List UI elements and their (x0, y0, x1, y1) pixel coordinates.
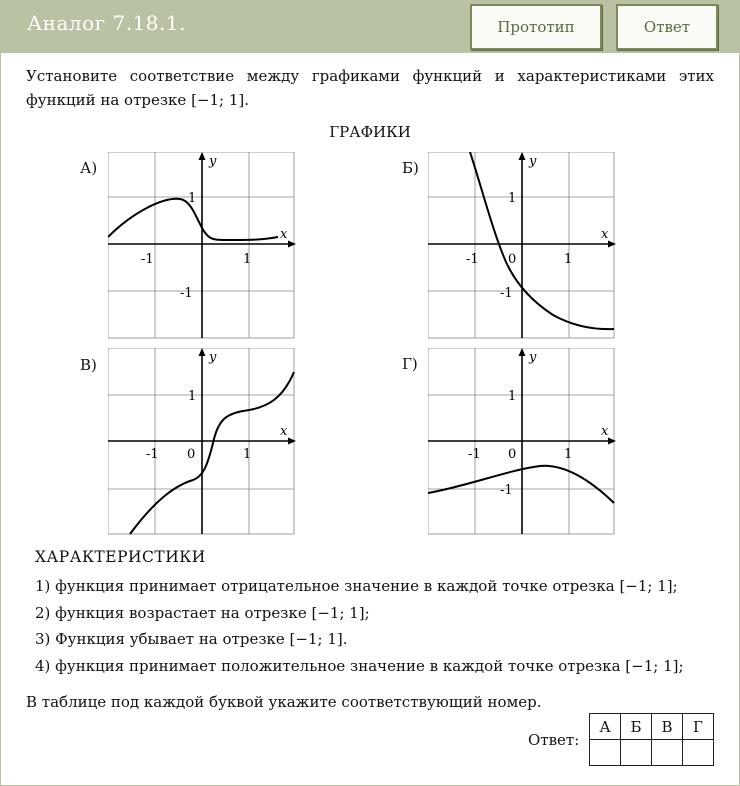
graph-g-curve (428, 466, 614, 503)
answer-column-b: Б (621, 714, 652, 740)
graph-g-svg (428, 348, 616, 536)
graph-a-y-label: y (209, 154, 217, 169)
prototype-button[interactable]: Прототип (470, 4, 602, 50)
graph-b-svg (428, 152, 616, 340)
instruction-text: В таблице под каждой буквой укажите соответствующий номер. (26, 693, 542, 711)
graph-b-tick-ypos: 1 (508, 191, 517, 206)
graph-b-tick-zero: 0 (508, 252, 517, 267)
graph-v-tick-zero: 0 (187, 447, 196, 462)
answer-cell-g[interactable] (683, 740, 714, 766)
answer-column-g: Г (683, 714, 714, 740)
graph-b-x-label: x (601, 227, 609, 242)
answer-column-a: А (590, 714, 621, 740)
graph-label-b: Б) (402, 159, 419, 177)
graph-v-svg (108, 348, 296, 536)
answer-cell-b[interactable] (621, 740, 652, 766)
answer-label: Ответ: (528, 731, 580, 749)
graph-a-grid (108, 152, 294, 338)
graph-g (428, 348, 616, 540)
characteristics-heading: ХАРАКТЕРИСТИКИ (35, 548, 206, 566)
task-text: Установите соответствие между графиками функций и характеристиками этих функций на отрезке [−1; 1]. (26, 67, 714, 109)
characteristic-item-2: 2) функция возрастает на отрезке [−1; 1]; (35, 604, 370, 622)
graph-b-x-arrow (608, 241, 616, 248)
graph-a-tick-neg: -1 (141, 252, 154, 267)
graph-v-x-arrow (288, 438, 296, 445)
graph-a-svg (108, 152, 296, 340)
answer-cell-v[interactable] (652, 740, 683, 766)
graph-g-x-arrow (608, 438, 616, 445)
task-title: Аналог 7.18.1. (27, 11, 186, 35)
graph-b-curve (470, 152, 614, 329)
graph-v-tick-neg: -1 (146, 447, 159, 462)
graph-b-y-arrow (519, 152, 526, 160)
answer-header-row (590, 714, 714, 740)
graph-a-tick-pos: 1 (243, 252, 252, 267)
graph-v-tick-ypos: 1 (188, 389, 197, 404)
graphs-heading: ГРАФИКИ (329, 123, 411, 141)
graph-a-tick-ypos: 1 (188, 191, 197, 206)
graph-v-y-label: y (209, 350, 217, 365)
graph-b-tick-pos: 1 (564, 252, 573, 267)
graph-a-y-arrow (199, 152, 206, 160)
graph-a-x-arrow (288, 241, 296, 248)
graph-a-x-label: x (280, 227, 288, 242)
answer-button[interactable]: Ответ (616, 4, 718, 50)
graph-g-y-arrow (519, 348, 526, 356)
graph-label-a: А) (80, 159, 98, 177)
graph-b (428, 152, 616, 344)
graph-a (108, 152, 296, 344)
characteristic-item-1: 1) функция принимает отрицательное значение в каждой точке отрезка [−1; 1]; (35, 577, 678, 595)
graph-g-tick-zero: 0 (508, 447, 517, 462)
graph-b-grid (428, 152, 614, 338)
graph-label-g: Г) (402, 355, 418, 373)
graph-v-x-label: x (280, 424, 288, 439)
graph-g-tick-pos: 1 (564, 447, 573, 462)
graph-b-y-label: y (529, 154, 537, 169)
graph-v (108, 348, 296, 540)
graph-g-y-label: y (529, 350, 537, 365)
graph-label-v: В) (80, 356, 97, 374)
characteristic-item-4: 4) функция принимает положительное значение в каждой точке отрезка [−1; 1]; (35, 657, 684, 675)
graph-g-tick-yneg: -1 (500, 483, 513, 498)
answer-input-row (590, 740, 714, 766)
answer-table (589, 713, 714, 766)
graph-v-y-arrow (199, 348, 206, 356)
graph-g-x-label: x (601, 424, 609, 439)
graph-g-tick-neg: -1 (468, 447, 481, 462)
graph-a-tick-yneg: -1 (180, 286, 193, 301)
graph-b-tick-yneg: -1 (500, 286, 513, 301)
graph-g-tick-ypos: 1 (508, 389, 517, 404)
answer-cell-a[interactable] (590, 740, 621, 766)
answer-column-v: В (652, 714, 683, 740)
graph-b-tick-neg: -1 (466, 252, 479, 267)
graph-v-tick-pos: 1 (243, 447, 252, 462)
characteristic-item-3: 3) Функция убывает на отрезке [−1; 1]. (35, 630, 348, 648)
